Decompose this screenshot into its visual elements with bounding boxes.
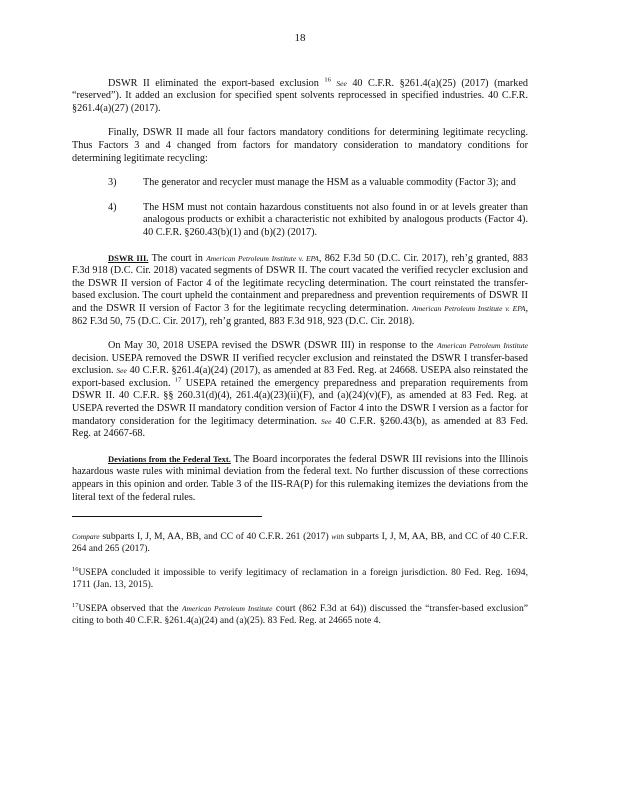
case-name: American Petroleum Institute [181,604,273,614]
footnote-text: USEPA concluded it impossible to verify legitimacy of reclamation in a foreign jurisdiction. 80 Fed. Reg. 1694, 1711 (Jan. 13, 2015). [72,567,528,591]
paragraph-text: The court in [151,252,203,264]
footnote-text: subparts I, J, M, AA, BB, and CC of 40 C.F.R. 264 and 265 (2017). [72,531,528,555]
case-name: American Petroleum Institute [437,341,528,351]
paragraph-text: USEPA retained the emergency preparedness and preparation requirements from DSWR II. 40 C.F.R. §§ 260.31(d)(4), 261.4(a)(23)(ii)(F), and (a)(24)(v)(F), as amended at 83 Fed. Reg. at USEPA reverted the DSWR II mandatory condition version of Factor 4 into the DSWR I version as a factor for mandatory consideration for the legitimacy determination. [72,377,529,427]
list-number: 3) [108,177,117,189]
case-name: American Petroleum Institute v. EPA [412,303,526,313]
paragraph-dswr-ii-exclusion [72,78,528,116]
paragraph-usepa-revision [72,340,528,441]
citation-signal: Compare [72,532,100,542]
paragraph-text: , 862 F.3d 50, 75 (D.C. Cir. 2017), reh’g granted, 883 F.3d 918, 923 (D.C. Cir. 2018). [72,302,528,327]
footnote-text: subparts I, J, M, AA, BB, and CC of 40 C.F.R. 261 (2017) [102,531,329,543]
footnote-16 [72,567,528,591]
footnote-continuation [72,531,528,555]
paragraph-text: Finally, DSWR II made all four factors mandatory conditions for determining legitimate recycling. Thus Factors 3 and 4 changed from factors for mandatory consideration to mandatory conditions for determining legitimate recycling: [72,127,528,164]
case-name: American Petroleum Institute v. EPA [206,253,319,263]
paragraph-text: The Board incorporates the federal DSWR III revisions into the Illinois hazardous waste rules with minimal deviation from the federal text. No further discussion of these corrections appears in this opinion and order. Table 3 of the IIS-RA(P) for this rulemaking itemizes the deviations from the literal text of the federal rules. [72,453,528,503]
footnote-number: 16 [72,566,79,574]
paragraph-text: 40 C.F.R. §261.4(a)(24) (2017), as amended at 83 Fed. Reg. at 24668. USEPA also reinstated the export-based exclusion. [72,365,528,389]
page-number: 18 [294,32,306,44]
citation-signal: with [331,532,345,542]
footnote-divider [72,516,262,517]
citation-signal: See [116,366,127,376]
footnote-number: 17 [72,602,79,610]
paragraph-text: On May 30, 2018 USEPA revised the DSWR (DSWR III) in response to the [108,340,434,352]
citation-signal: See [321,416,332,426]
paragraph-mandatory-factors [72,127,528,165]
paragraph-deviations [72,453,528,504]
paragraph-text: DSWR II eliminated the export-based exclusion [108,77,319,89]
list-number: 4) [108,201,117,213]
footnote-marker-16: 16 [324,76,331,84]
citation-text: 40 C.F.R. §261.4(a)(25) (2017) (marked “reserved”). It added an exclusion for specified spent solvents reprocessed in specified industries. 40 C.F.R. §261.4(a)(27) (2017). [72,77,529,114]
paragraph-text: , 862 F.3d 50 (D.C. Cir. 2017), reh’g granted, 883 F.3d 918 (D.C. Cir. 2018) vacated segments of DSWR II. The court vacated the verified recycler exclusion and the DSWR II version of Factor 4 of the legitimate recycling determination. The court reinstated the transfer-based exclusion. The court upheld the containment and preparedness and prevention requirements of DSWR II and the DSWR II version of Factor 3 for the legitimate recycling determination. [72,252,528,314]
paragraph-text: 40 C.F.R. §260.43(b), as amended at 83 Fed. Reg. at 24667-68. [72,415,529,440]
list-text: The HSM must not contain hazardous constituents not also found in or at levels greater than analogous products or exhibit a characteristic not exhibited by analogous products (Factor 4). 40 C.F.R. §260.43(b)(1) and (b)(2) (2017). [143,201,528,238]
list-text: The generator and recycler must manage the HSM as a valuable commodity (Factor 3); and [143,177,516,189]
section-heading: Deviations from the Federal Text. [108,453,231,464]
footnote-17 [72,603,528,627]
footnote-text: court (862 F.3d at 64)) discussed the “transfer-based exclusion” citing to both 40 C.F.R. §261.4(a)(24) and (a)(25). 83 Fed. Reg. at 24665 note 4. [72,603,528,627]
footnote-marker-17: 17 [174,376,182,384]
paragraph-text: decision. USEPA removed the DSWR II verified recycler exclusion and reinstated the DSWR I transfer-based exclusion. [72,352,528,377]
list-item-factor-4 [72,202,528,240]
paragraph-dswr-iii [72,252,528,329]
list-item-factor-3 [72,177,528,190]
footnote-text: USEPA observed that the [78,603,179,615]
citation-signal: See [336,78,347,88]
section-heading: DSWR III. [108,252,149,263]
